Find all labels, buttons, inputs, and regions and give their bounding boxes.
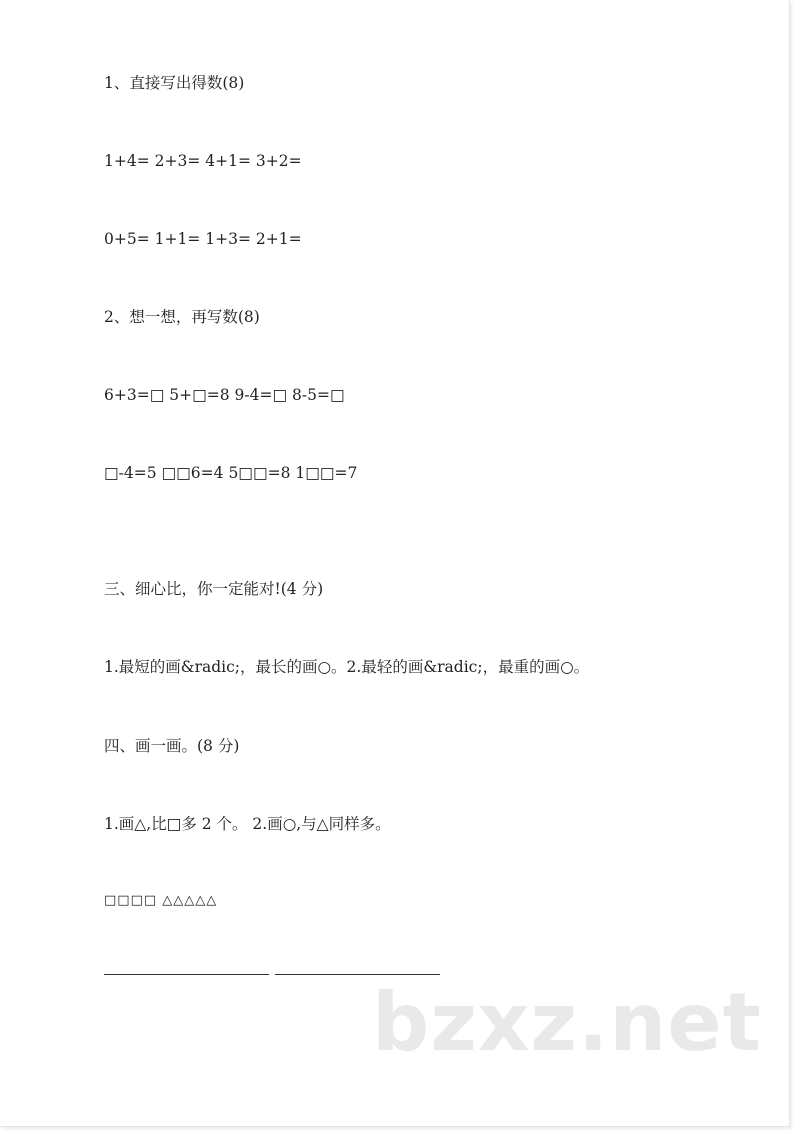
q4-heading: 四、画一画。(8 分) bbox=[104, 737, 240, 755]
q2-equations-row-2: □-4=5 □□6=4 5□□=8 1□□=7 bbox=[104, 464, 358, 482]
q3-instructions: 1.最短的画&radic;，最长的画○。2.最轻的画&radic;，最重的画○。 bbox=[104, 658, 590, 676]
q1-equations-row-1: 1+4= 2+3= 4+1= 3+2= bbox=[104, 152, 302, 170]
answer-line-1 bbox=[104, 974, 269, 975]
q2-heading: 2、想一想，再写数(8) bbox=[104, 308, 260, 326]
q1-heading: 1、直接写出得数(8) bbox=[104, 74, 245, 92]
answer-lines bbox=[104, 974, 440, 975]
q2-equations-row-1: 6+3=□ 5+□=8 9-4=□ 8-5=□ bbox=[104, 386, 345, 404]
answer-line-2 bbox=[275, 974, 440, 975]
q3-heading: 三、细心比，你一定能对!(4 分) bbox=[104, 580, 324, 598]
q1-equations-row-2: 0+5= 1+1= 1+3= 2+1= bbox=[104, 230, 302, 248]
q4-shapes-row: □□□□ △△△△△ bbox=[104, 893, 218, 908]
q4-instructions: 1.画△,比□多 2 个。 2.画○,与△同样多。 bbox=[104, 815, 391, 833]
watermark: bzxz.net bbox=[372, 976, 762, 1069]
